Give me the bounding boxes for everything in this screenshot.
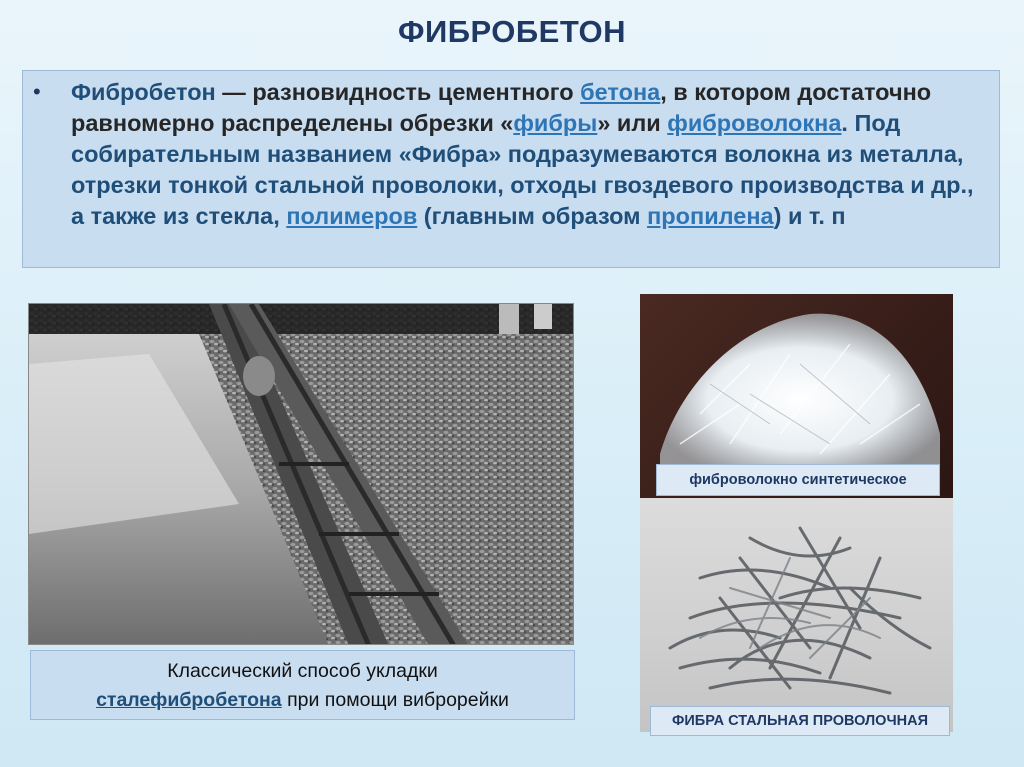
screed-caption	[30, 650, 575, 720]
vibrating-screed-photo	[28, 303, 574, 645]
bullet-icon: •	[33, 79, 41, 104]
slide-title: ФИБРОБЕТОН	[397, 14, 627, 49]
link-fiberfiber[interactable]: фиброволокна	[667, 110, 842, 136]
steel-fiber-photo	[640, 498, 953, 732]
link-fiber[interactable]: фибры	[513, 110, 598, 136]
screed-photo-image	[29, 304, 574, 645]
definition-box	[22, 70, 1000, 268]
steel-fiber-caption: ФИБРА СТАЛЬНАЯ ПРОВОЛОЧНАЯ	[650, 706, 950, 736]
text-segment: ) и т. п	[773, 203, 846, 229]
text-segment: » или	[597, 110, 668, 136]
synthetic-fiber-caption: фиброволокно синтетическое	[656, 464, 940, 496]
text-segment: — разновидность цементного	[215, 79, 581, 105]
text-segment: (главным образом	[417, 203, 648, 229]
link-steel-fiber-concrete[interactable]: сталефибробетона	[96, 689, 282, 711]
link-propylene[interactable]: пропилена	[647, 203, 774, 229]
link-polymers[interactable]: полимеров	[286, 203, 418, 229]
screed-caption-rest: при помощи виброрейки	[281, 689, 509, 711]
link-concrete[interactable]: бетона	[580, 79, 661, 105]
term-fibrobeton: Фибробетон	[71, 79, 216, 105]
screed-caption-line2	[31, 686, 574, 715]
screed-caption-line1: Классический способ укладки	[167, 660, 438, 682]
steel-fiber-image	[640, 498, 953, 732]
definition-paragraph	[71, 77, 981, 232]
text-segment: . Под собирательным названием «Фибра» подразумеваются волокна из металла, отрезки тонкой стальной проволоки, отходы гвоздевого производства и др., а также из стекла,	[71, 110, 974, 229]
text-segment: , в котором достаточно равномерно распределены обрезки «	[71, 79, 932, 136]
